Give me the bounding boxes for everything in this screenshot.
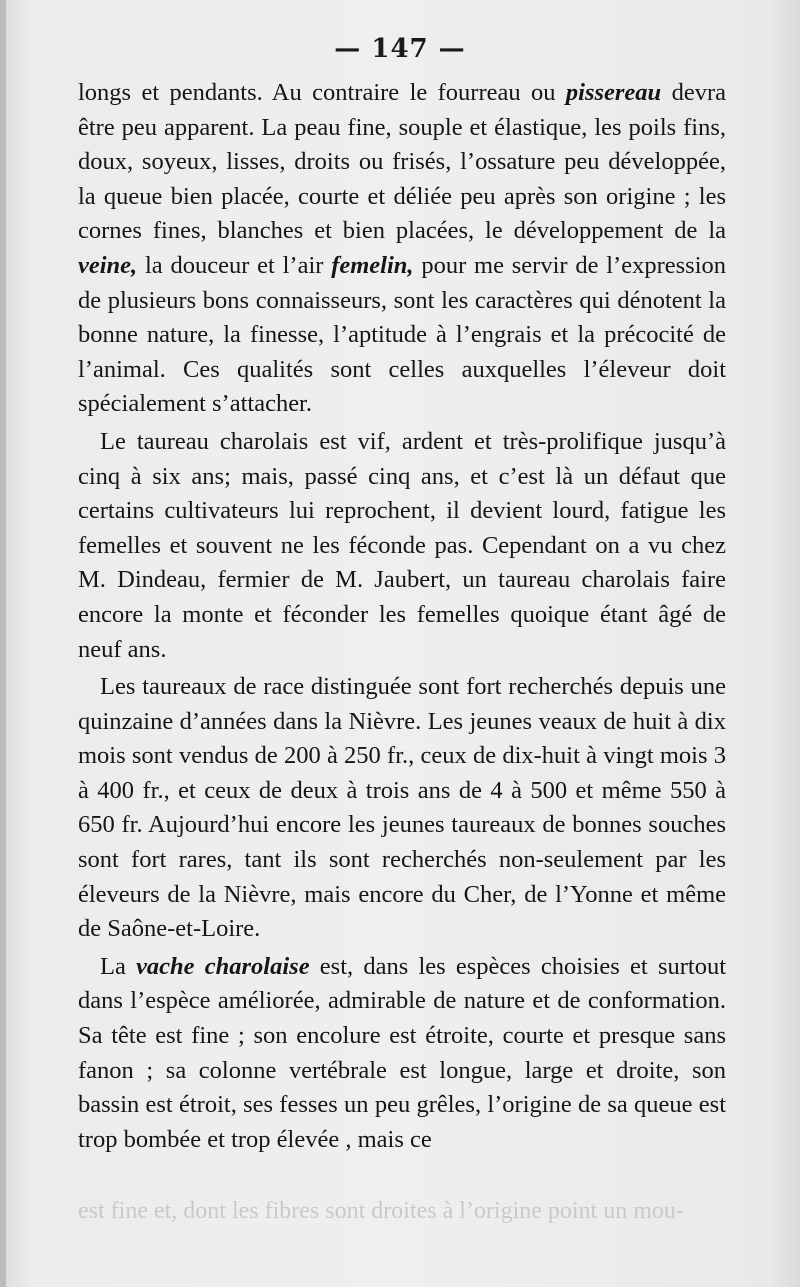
bleed-through-text: est fine et, dont les fibres sont droites à l’origine point un mou- xyxy=(78,1198,684,1224)
text-run: est, dans les espèces choisies et surtout dans l’espèce améliorée, admirable de nature et de conformation. Sa tête est fine ; son encolure est étroite, courte et presque sans fanon ; sa colonne vertébrale est longue, large et droite, son bassin est étroit, ses fesses un peu grêles, l’origine de sa queue est trop bombée et trop élevée , mais ce xyxy=(78,952,726,1153)
paragraph xyxy=(78,425,726,667)
text-run: pour me servir de l’expression de plusieurs bons connaisseurs, sont les caractères qui dénotent la bonne nature, la finesse, l’aptitude à l’engrais et la précocité de l’animal. Ces qualités sont celles auxquelles l’éleveur doit spécialement s’attacher. xyxy=(78,251,727,418)
paragraph xyxy=(78,76,726,422)
text-run: Les taureaux de race distinguée sont fort recherchés depuis une quinzaine d’années dans la Nièvre. Les jeunes veaux de huit à dix mois sont vendus de 200 à 250 fr., ceux de dix-huit à vingt mois 3 à 400 fr., et ceux de deux à trois ans de 4 à 500 et même 550 à 650 fr. Aujourd’hui encore les jeunes taureaux de bonnes souches sont fort rares, tant ils sont recherchés non-seulement par les éleveurs de la Nièvre, mais encore du Cher, de l’Yonne et même de Saône-et-Loire. xyxy=(78,673,726,943)
italic-term: veine, xyxy=(78,251,138,279)
page-number: — 147 — xyxy=(334,34,466,64)
text-run: Le taureau charolais est vif, ardent et très-prolifique jusqu’à cinq à six ans; mais, passé cinq ans, et c’est là un défaut que certains cultivateurs lui reprochent, il devient lourd, fatigue les femelles et souvent ne les féconde pas. Cependant on a vu chez M. Dindeau, fermier de M. Jaubert, un taureau charolais faire encore la monte et féconder les femelles quoique étant âgé de neuf ans. xyxy=(78,427,726,663)
page-binding-shadow xyxy=(0,0,6,1287)
italic-term: vache charolaise xyxy=(136,952,310,980)
text-run: La xyxy=(100,952,137,980)
body-text xyxy=(78,76,726,1160)
italic-term: pissereau xyxy=(565,79,662,106)
italic-term: femelin, xyxy=(331,251,414,279)
text-run: devra être peu apparent. La peau fine, souple et élastique, les poils fins, doux, soyeux, lisses, droits ou frisés, l’ossature peu développée, la queue bien placée, courte et déliée peu après son origine ; les cornes fines, blanches et bien placées, le développement de la xyxy=(78,79,726,245)
text-run: la douceur et l’air xyxy=(137,251,332,279)
text-run: longs et pendants. Au contraire le fourreau ou xyxy=(78,79,566,106)
paragraph xyxy=(78,670,726,947)
paragraph xyxy=(78,950,726,1158)
